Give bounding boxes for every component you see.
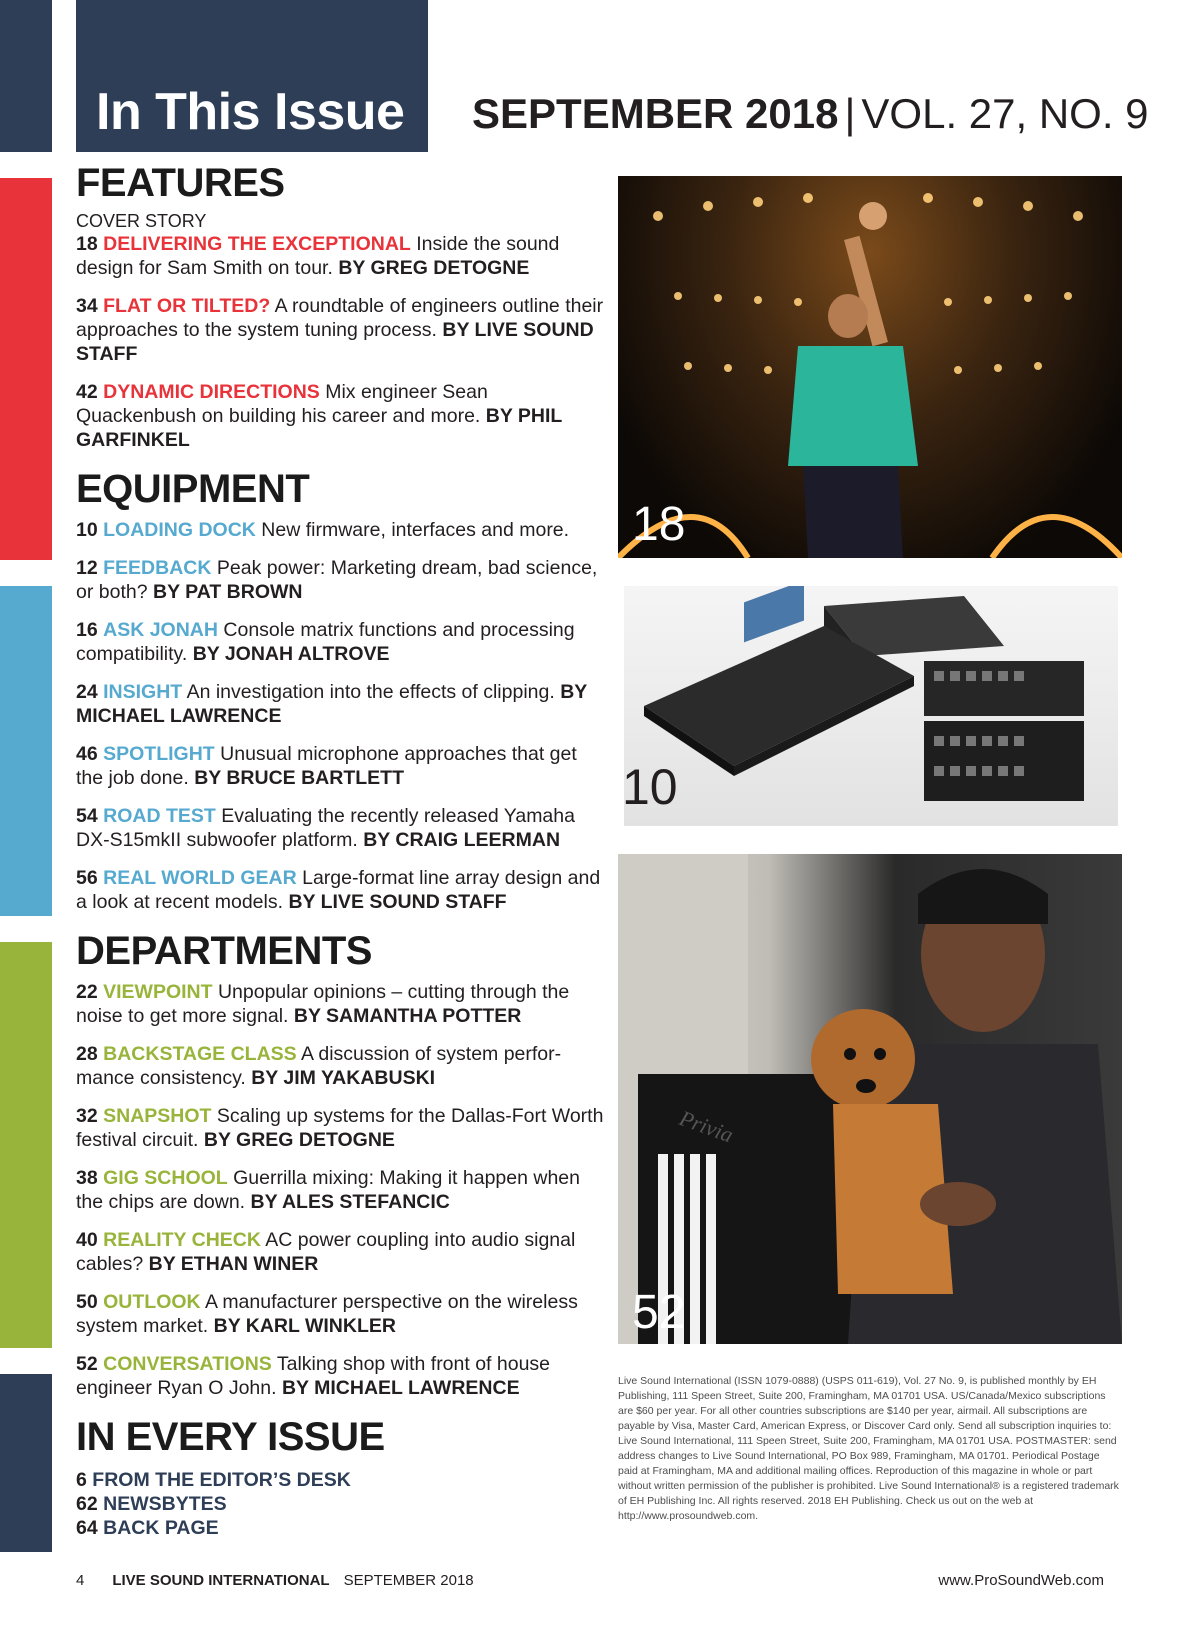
every-issue-heading: IN EVERY ISSUE xyxy=(76,1415,385,1459)
toc-entry[interactable] xyxy=(76,680,606,728)
sidebar-bar-every-issue xyxy=(0,1374,52,1552)
entry-page-number: 34 xyxy=(76,295,98,317)
equipment-list xyxy=(76,518,606,914)
entry-byline: BY ALES STEFANCIC xyxy=(250,1191,450,1213)
entry-byline: BY KARL WINKLER xyxy=(213,1315,396,1337)
entry-title: OUTLOOK xyxy=(103,1291,201,1313)
toc-entry[interactable] xyxy=(76,1166,606,1214)
entry-byline: BY SAMANTHA POTTER xyxy=(293,1005,522,1027)
entry-title: ROAD TEST xyxy=(103,805,216,827)
photo-page-number-52: 52 xyxy=(632,1286,686,1339)
entry-page-number: 18 xyxy=(76,233,98,255)
entry-title: CONVERSATIONS xyxy=(103,1353,272,1375)
entry-byline: BY PHIL GARFINKEL xyxy=(76,405,562,451)
entry-byline: BY PAT BROWN xyxy=(152,581,303,603)
toc-entry[interactable] xyxy=(76,742,606,790)
entry-title: FEEDBACK xyxy=(103,557,212,579)
departments-heading: DEPARTMENTS xyxy=(76,929,372,973)
entry-page-number: 56 xyxy=(76,867,98,889)
entry-byline: BY LIVE SOUND STAFF xyxy=(288,891,507,913)
entry-title: SPOTLIGHT xyxy=(103,743,215,765)
entry-title: FROM THE EDITOR’S DESK xyxy=(92,1469,351,1491)
entry-page-number: 40 xyxy=(76,1229,98,1251)
portrait-illustration xyxy=(618,854,1122,1344)
entry-title: REAL WORLD GEAR xyxy=(103,867,297,889)
sidebar-bar-departments xyxy=(0,942,52,1348)
issue-line xyxy=(472,86,1149,142)
toc-entry[interactable] xyxy=(76,866,606,914)
entry-page-number: 42 xyxy=(76,381,98,403)
entry-description: Inside the sound design for Sam Smith on tour. xyxy=(76,233,560,279)
entry-title: REALITY CHECK xyxy=(103,1229,261,1251)
entry-title: DYNAMIC DIRECTIONS xyxy=(103,381,320,403)
toc-entry[interactable] xyxy=(76,556,606,604)
entry-page-number: 62 xyxy=(76,1493,98,1515)
concert-illustration xyxy=(618,176,1122,558)
entry-byline: BY ETHAN WINER xyxy=(148,1253,319,1275)
entry-page-number: 12 xyxy=(76,557,98,579)
sidebar-bar-features xyxy=(0,178,52,560)
entry-byline: BY MICHAEL LAWRENCE xyxy=(281,1377,520,1399)
entry-page-number: 50 xyxy=(76,1291,98,1313)
entry-description: A discussion of system perfor-mance consistency. xyxy=(76,1043,562,1089)
equipment-heading: EQUIPMENT xyxy=(76,467,310,511)
entry-description: AC power coupling into audio signal cables? xyxy=(76,1229,576,1275)
entry-title: DELIVERING THE EXCEPTIONAL xyxy=(103,233,411,255)
console-photo xyxy=(624,586,1118,826)
issue-date: SEPTEMBER 2018 xyxy=(472,90,839,137)
toc-entry[interactable] xyxy=(76,804,606,852)
entry-byline: BY BRUCE BARTLETT xyxy=(194,767,404,789)
entry-description: Large-format line array design and a look at recent models. xyxy=(76,867,601,913)
departments-list xyxy=(76,980,606,1400)
entry-title: ASK JONAH xyxy=(103,619,218,641)
entry-byline: BY JIM YAKABUSKI xyxy=(251,1067,436,1089)
entry-page-number: 32 xyxy=(76,1105,98,1127)
features-list xyxy=(76,232,606,452)
footer-page-number: 4 xyxy=(76,1572,85,1589)
entry-byline: BY GREG DETOGNE xyxy=(338,257,530,279)
toc-entry[interactable] xyxy=(76,232,606,280)
concert-photo xyxy=(618,176,1122,558)
toc-entry[interactable] xyxy=(76,1104,606,1152)
entry-title: SNAPSHOT xyxy=(103,1105,212,1127)
entry-description: New firmware, interfaces and more. xyxy=(261,519,570,541)
entry-page-number: 64 xyxy=(76,1517,98,1539)
entry-byline: BY MICHAEL LAWRENCE xyxy=(76,681,587,727)
page-title-box xyxy=(76,0,428,152)
entry-description: Evaluating the recently released Yamaha DX-S15mkII subwoofer platform. xyxy=(76,805,575,851)
entry-description: An investigation into the effects of clipping. xyxy=(186,681,555,703)
toc-entry[interactable] xyxy=(76,380,606,452)
entry-title: INSIGHT xyxy=(103,681,183,703)
toc-entry[interactable] xyxy=(76,1468,606,1492)
every-issue-list xyxy=(76,1468,606,1540)
footer-publication: LIVE SOUND INTERNATIONAL xyxy=(112,1572,330,1589)
page-title: In This Issue xyxy=(96,83,405,141)
photo-page-number-18: 18 xyxy=(632,498,686,551)
entry-page-number: 52 xyxy=(76,1353,98,1375)
features-heading: FEATURES xyxy=(76,161,285,205)
toc-entry[interactable] xyxy=(76,1492,606,1516)
sidebar-bar-navy-top xyxy=(0,0,52,152)
entry-description: A manufacturer perspective on the wireless system market. xyxy=(76,1291,578,1337)
entry-description: Unusual microphone approaches that get the job done. xyxy=(76,743,577,789)
entry-title: BACKSTAGE CLASS xyxy=(103,1043,297,1065)
sidebar-bar-equipment xyxy=(0,586,52,916)
entry-byline: BY JONAH ALTROVE xyxy=(192,643,390,665)
issue-volume: VOL. 27, NO. 9 xyxy=(861,90,1149,137)
console-illustration xyxy=(624,586,1118,826)
entry-page-number: 10 xyxy=(76,519,98,541)
toc-entry[interactable] xyxy=(76,980,606,1028)
entry-title: GIG SCHOOL xyxy=(103,1167,228,1189)
footer-website-link[interactable]: www.ProSoundWeb.com xyxy=(938,1572,1104,1589)
publication-notice: Live Sound International (ISSN 1079-0888) (USPS 011-619), Vol. 27 No. 9, is published monthly by EH Publishing, 111 Speen Street, Suite 200, Framingham, MA 01701 USA. US/Canada/Mexico subscriptions are $60 per year. For all other countries subscriptions are $140 per year, airmail. All subscriptions are payable by Visa, Master Card, American Express, or Discover Card only. Send all subscription inquiries to: Live Sound International, 111 Speen Street, Suite 200, Framingham, MA 01701 USA. POSTMASTER: send address changes to Live Sound International, PO Box 989, Framingham, MA 01701. Periodical Postage paid at Framingham, MA and additional mailing offices. Reproduction of this magazine in whole or part without written permission of the publisher is prohibited. Live Sound International® is a registered trademark of EH Publishing Inc. All rights reserved. 2018 EH Publishing. Check us out on the web at http://www.prosoundweb.com. xyxy=(618,1375,1119,1522)
toc-entry[interactable] xyxy=(76,1228,606,1276)
entry-page-number: 24 xyxy=(76,681,98,703)
entry-page-number: 28 xyxy=(76,1043,98,1065)
toc-entry[interactable] xyxy=(76,518,606,542)
entry-byline: BY GREG DETOGNE xyxy=(203,1129,395,1151)
entry-byline: BY CRAIG LEERMAN xyxy=(363,829,561,851)
entry-page-number: 16 xyxy=(76,619,98,641)
entry-description: Talking shop with front of house engineer Ryan O John. xyxy=(76,1353,551,1399)
portrait-photo xyxy=(618,854,1122,1344)
entry-page-number: 6 xyxy=(76,1469,87,1491)
photo-page-number-10: 10 xyxy=(622,759,678,815)
toc-entry[interactable] xyxy=(76,294,606,366)
cover-story-label: COVER STORY xyxy=(76,211,207,231)
entry-byline: BY LIVE SOUND STAFF xyxy=(76,319,594,365)
toc-entry[interactable] xyxy=(76,1516,606,1540)
entry-page-number: 46 xyxy=(76,743,98,765)
issue-separator: | xyxy=(844,90,856,137)
entry-page-number: 38 xyxy=(76,1167,98,1189)
entry-title: FLAT OR TILTED? xyxy=(103,295,271,317)
entry-description: Console matrix functions and processing compatibility. xyxy=(76,619,575,665)
entry-title: BACK PAGE xyxy=(103,1517,219,1539)
toc-entry[interactable] xyxy=(76,1290,606,1338)
entry-page-number: 22 xyxy=(76,981,98,1003)
toc-entry[interactable] xyxy=(76,618,606,666)
piano-brand-label: Privia xyxy=(676,1105,737,1148)
toc-entry[interactable] xyxy=(76,1042,606,1090)
entry-description: A roundtable of engineers outline their approaches to the system tuning process. xyxy=(76,295,604,341)
table-of-contents xyxy=(76,160,606,1540)
entry-description: Peak power: Marketing dream, bad science, or both? xyxy=(76,557,598,603)
footer-issue: SEPTEMBER 2018 xyxy=(343,1572,474,1589)
entry-description: Mix engineer Sean Quackenbush on building his career and more. xyxy=(76,381,488,427)
toc-entry[interactable] xyxy=(76,1352,606,1400)
entry-title: LOADING DOCK xyxy=(103,519,256,541)
entry-description: Unpopular opinions – cutting through the noise to get more signal. xyxy=(76,981,570,1027)
entry-page-number: 54 xyxy=(76,805,98,827)
entry-title: VIEWPOINT xyxy=(103,981,213,1003)
entry-description: Scaling up systems for the Dallas-Fort Worth festival circuit. xyxy=(76,1105,604,1151)
entry-title: NEWSBYTES xyxy=(103,1493,227,1515)
footer-left xyxy=(76,1572,474,1589)
entry-description: Guerrilla mixing: Making it happen when the chips are down. xyxy=(76,1167,580,1213)
